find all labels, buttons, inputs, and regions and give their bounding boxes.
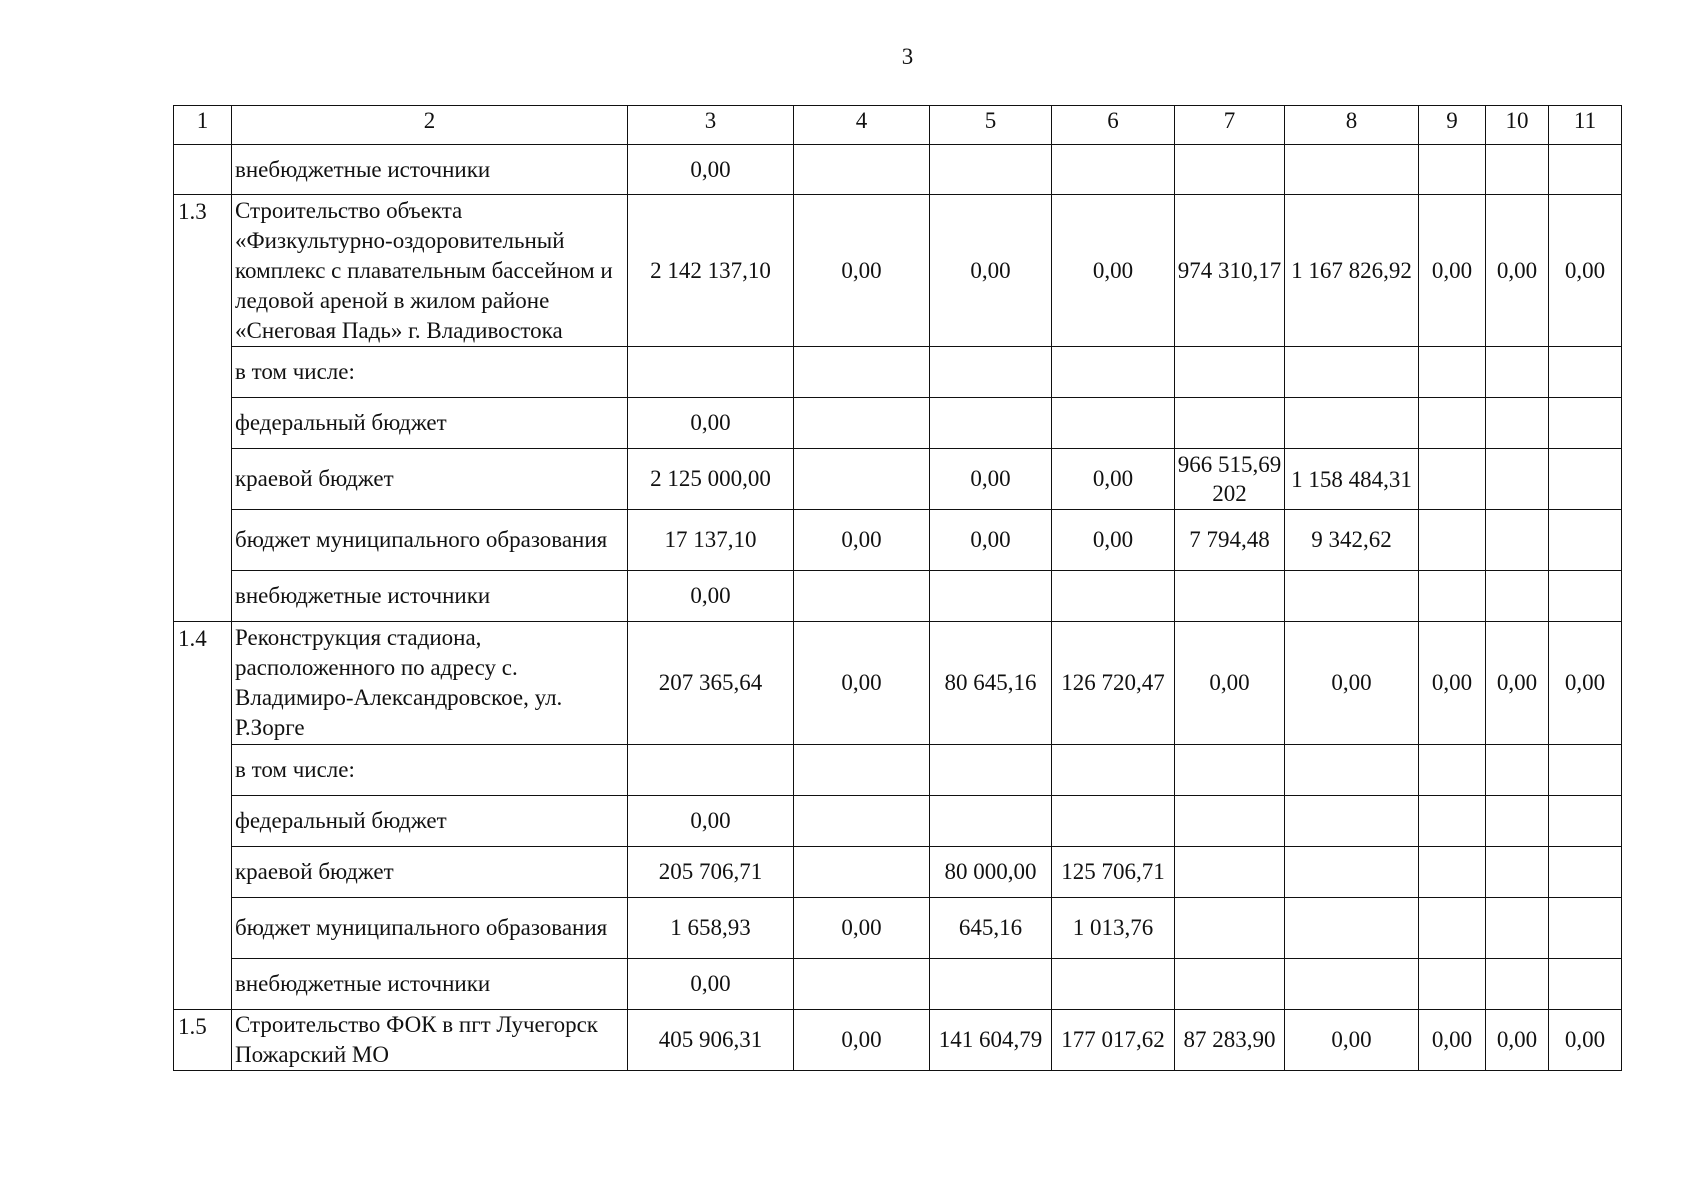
value-cell <box>1549 959 1622 1010</box>
value-cell: 126 720,47 <box>1052 622 1175 745</box>
table-row <box>174 449 1622 510</box>
value-cell: 0,00 <box>930 449 1052 510</box>
value-cell: 0,00 <box>930 195 1052 347</box>
value-cell: 207 365,64 <box>628 622 794 745</box>
value-cell <box>1285 959 1419 1010</box>
value-cell: 205 706,71 <box>628 847 794 898</box>
value-cell <box>1486 347 1549 398</box>
header-cell: 5 <box>930 106 1052 145</box>
value-cell: 0,00 <box>1549 1010 1622 1071</box>
value-cell <box>1486 796 1549 847</box>
value-cell: 0,00 <box>628 796 794 847</box>
item-number: 1.4 <box>174 622 232 1010</box>
header-cell: 10 <box>1486 106 1549 145</box>
value-cell <box>1052 145 1175 195</box>
value-cell: 17 137,10 <box>628 510 794 571</box>
item-name: Строительство ФОК в пгт Лучегорск Пожарский МО <box>232 1010 628 1071</box>
value-cell <box>1486 398 1549 449</box>
header-cell: 8 <box>1285 106 1419 145</box>
value-cell <box>1486 510 1549 571</box>
value-cell <box>1549 571 1622 622</box>
header-cell: 7 <box>1175 106 1285 145</box>
table-row <box>174 796 1622 847</box>
value-cell <box>1175 898 1285 959</box>
table-row <box>174 571 1622 622</box>
value-cell: 0,00 <box>1285 622 1419 745</box>
table-row <box>174 622 1622 745</box>
value-cell <box>1285 347 1419 398</box>
value-cell <box>1285 847 1419 898</box>
item-number: 1.3 <box>174 195 232 622</box>
value-cell <box>1549 347 1622 398</box>
item-number: 1.5 <box>174 1010 232 1071</box>
value-cell <box>930 796 1052 847</box>
value-cell: 87 283,90 <box>1175 1010 1285 1071</box>
value-cell <box>794 959 930 1010</box>
value-cell: 974 310,17 <box>1175 195 1285 347</box>
header-cell: 3 <box>628 106 794 145</box>
value-cell <box>1419 796 1486 847</box>
item-name: бюджет муниципального образования <box>232 898 628 959</box>
value-cell: 9 342,62 <box>1285 510 1419 571</box>
value-cell <box>1549 847 1622 898</box>
value-cell: 1 658,93 <box>628 898 794 959</box>
value-cell <box>1175 745 1285 796</box>
value-cell <box>1549 398 1622 449</box>
value-cell <box>1419 510 1486 571</box>
item-name: бюджет муниципального образования <box>232 510 628 571</box>
value-cell <box>1549 796 1622 847</box>
value-cell <box>1419 847 1486 898</box>
item-name: краевой бюджет <box>232 449 628 510</box>
item-name: в том числе: <box>232 347 628 398</box>
value-cell: 0,00 <box>794 898 930 959</box>
value-cell: 0,00 <box>794 1010 930 1071</box>
value-cell <box>1549 510 1622 571</box>
value-cell <box>794 449 930 510</box>
value-cell <box>930 145 1052 195</box>
value-cell <box>1486 847 1549 898</box>
table-row <box>174 1010 1622 1071</box>
value-cell <box>1486 959 1549 1010</box>
header-cell: 9 <box>1419 106 1486 145</box>
value-cell: 80 645,16 <box>930 622 1052 745</box>
item-name: Реконструкция стадиона, расположенного по адресу с. Владимиро-Александровское, ул. Р.Зорге <box>232 622 628 745</box>
value-cell <box>794 145 930 195</box>
item-name: внебюджетные источники <box>232 571 628 622</box>
value-cell: 645,16 <box>930 898 1052 959</box>
header-cell: 6 <box>1052 106 1175 145</box>
value-cell: 7 794,48 <box>1175 510 1285 571</box>
value-cell: 2 142 137,10 <box>628 195 794 347</box>
item-name: краевой бюджет <box>232 847 628 898</box>
value-cell <box>1285 571 1419 622</box>
value-cell: 0,00 <box>1419 1010 1486 1071</box>
value-cell <box>1175 571 1285 622</box>
value-cell <box>1285 898 1419 959</box>
value-cell <box>628 347 794 398</box>
value-cell: 0,00 <box>1419 622 1486 745</box>
value-cell: 0,00 <box>1175 622 1285 745</box>
value-cell <box>1052 745 1175 796</box>
value-cell <box>1285 145 1419 195</box>
value-cell <box>1175 959 1285 1010</box>
value-cell <box>1486 571 1549 622</box>
value-cell <box>1052 398 1175 449</box>
item-name: в том числе: <box>232 745 628 796</box>
table-row <box>174 195 1622 347</box>
value-cell: 0,00 <box>1486 1010 1549 1071</box>
value-cell: 0,00 <box>628 145 794 195</box>
value-cell <box>1549 145 1622 195</box>
value-cell <box>794 847 930 898</box>
value-cell <box>1052 959 1175 1010</box>
value-cell <box>1419 959 1486 1010</box>
value-cell <box>794 571 930 622</box>
header-cell: 11 <box>1549 106 1622 145</box>
value-cell <box>1549 898 1622 959</box>
value-cell <box>1549 449 1622 510</box>
value-cell: 0,00 <box>1486 622 1549 745</box>
value-cell: 125 706,71 <box>1052 847 1175 898</box>
value-cell <box>930 745 1052 796</box>
value-cell: 0,00 <box>1486 195 1549 347</box>
value-cell <box>930 571 1052 622</box>
table-row <box>174 898 1622 959</box>
value-cell <box>930 347 1052 398</box>
value-cell: 0,00 <box>1419 195 1486 347</box>
value-cell <box>1052 796 1175 847</box>
value-cell: 2 125 000,00 <box>628 449 794 510</box>
value-cell <box>794 796 930 847</box>
value-cell <box>628 745 794 796</box>
value-cell <box>1486 898 1549 959</box>
value-cell <box>1486 745 1549 796</box>
value-cell: 0,00 <box>1549 622 1622 745</box>
value-cell <box>1175 145 1285 195</box>
item-name: Строительство объекта «Физкультурно-оздоровительный комплекс с плавательным бассейном и ледовой ареной в жилом районе «Снеговая Падь» г. Владивостока <box>232 195 628 347</box>
table-row <box>174 745 1622 796</box>
value-cell <box>794 398 930 449</box>
value-cell <box>1175 847 1285 898</box>
value-cell <box>1175 347 1285 398</box>
value-cell: 405 906,31 <box>628 1010 794 1071</box>
value-cell: 0,00 <box>628 571 794 622</box>
value-cell <box>1419 145 1486 195</box>
table-row <box>174 847 1622 898</box>
value-cell <box>1419 449 1486 510</box>
value-cell <box>1486 145 1549 195</box>
value-cell: 1 167 826,92 <box>1285 195 1419 347</box>
value-cell: 0,00 <box>1285 1010 1419 1071</box>
table-row <box>174 510 1622 571</box>
value-cell <box>1175 796 1285 847</box>
value-cell: 0,00 <box>628 398 794 449</box>
item-number <box>174 145 232 195</box>
page-number: 3 <box>901 44 914 69</box>
value-cell: 177 017,62 <box>1052 1010 1175 1071</box>
value-cell <box>930 959 1052 1010</box>
value-cell <box>1419 571 1486 622</box>
table-row <box>174 398 1622 449</box>
value-cell: 966 515,69202 <box>1175 449 1285 510</box>
value-cell <box>1419 398 1486 449</box>
value-cell <box>794 745 930 796</box>
value-cell: 1 158 484,31 <box>1285 449 1419 510</box>
value-cell: 1 013,76 <box>1052 898 1175 959</box>
value-cell <box>1285 796 1419 847</box>
value-cell <box>1052 347 1175 398</box>
header-cell: 2 <box>232 106 628 145</box>
item-name: внебюджетные источники <box>232 959 628 1010</box>
table-row <box>174 145 1622 195</box>
value-cell: 0,00 <box>1052 449 1175 510</box>
item-name: внебюджетные источники <box>232 145 628 195</box>
value-cell <box>1419 898 1486 959</box>
value-cell <box>1175 398 1285 449</box>
value-cell: 0,00 <box>794 195 930 347</box>
value-cell <box>1549 745 1622 796</box>
header-row <box>174 106 1622 145</box>
item-name: федеральный бюджет <box>232 398 628 449</box>
budget-table <box>173 105 1622 1071</box>
value-cell: 0,00 <box>794 510 930 571</box>
value-cell <box>1419 745 1486 796</box>
value-cell <box>1052 571 1175 622</box>
value-cell <box>1285 745 1419 796</box>
value-cell <box>1419 347 1486 398</box>
value-cell: 80 000,00 <box>930 847 1052 898</box>
value-cell <box>1285 398 1419 449</box>
value-cell <box>794 347 930 398</box>
value-cell: 0,00 <box>628 959 794 1010</box>
table-row <box>174 347 1622 398</box>
value-cell: 0,00 <box>1052 195 1175 347</box>
item-name: федеральный бюджет <box>232 796 628 847</box>
value-cell: 0,00 <box>1052 510 1175 571</box>
value-cell: 0,00 <box>1549 195 1622 347</box>
value-cell: 0,00 <box>930 510 1052 571</box>
value-cell: 141 604,79 <box>930 1010 1052 1071</box>
value-cell: 0,00 <box>794 622 930 745</box>
value-cell <box>1486 449 1549 510</box>
header-cell: 4 <box>794 106 930 145</box>
table-row <box>174 959 1622 1010</box>
header-cell: 1 <box>174 106 232 145</box>
value-cell <box>930 398 1052 449</box>
